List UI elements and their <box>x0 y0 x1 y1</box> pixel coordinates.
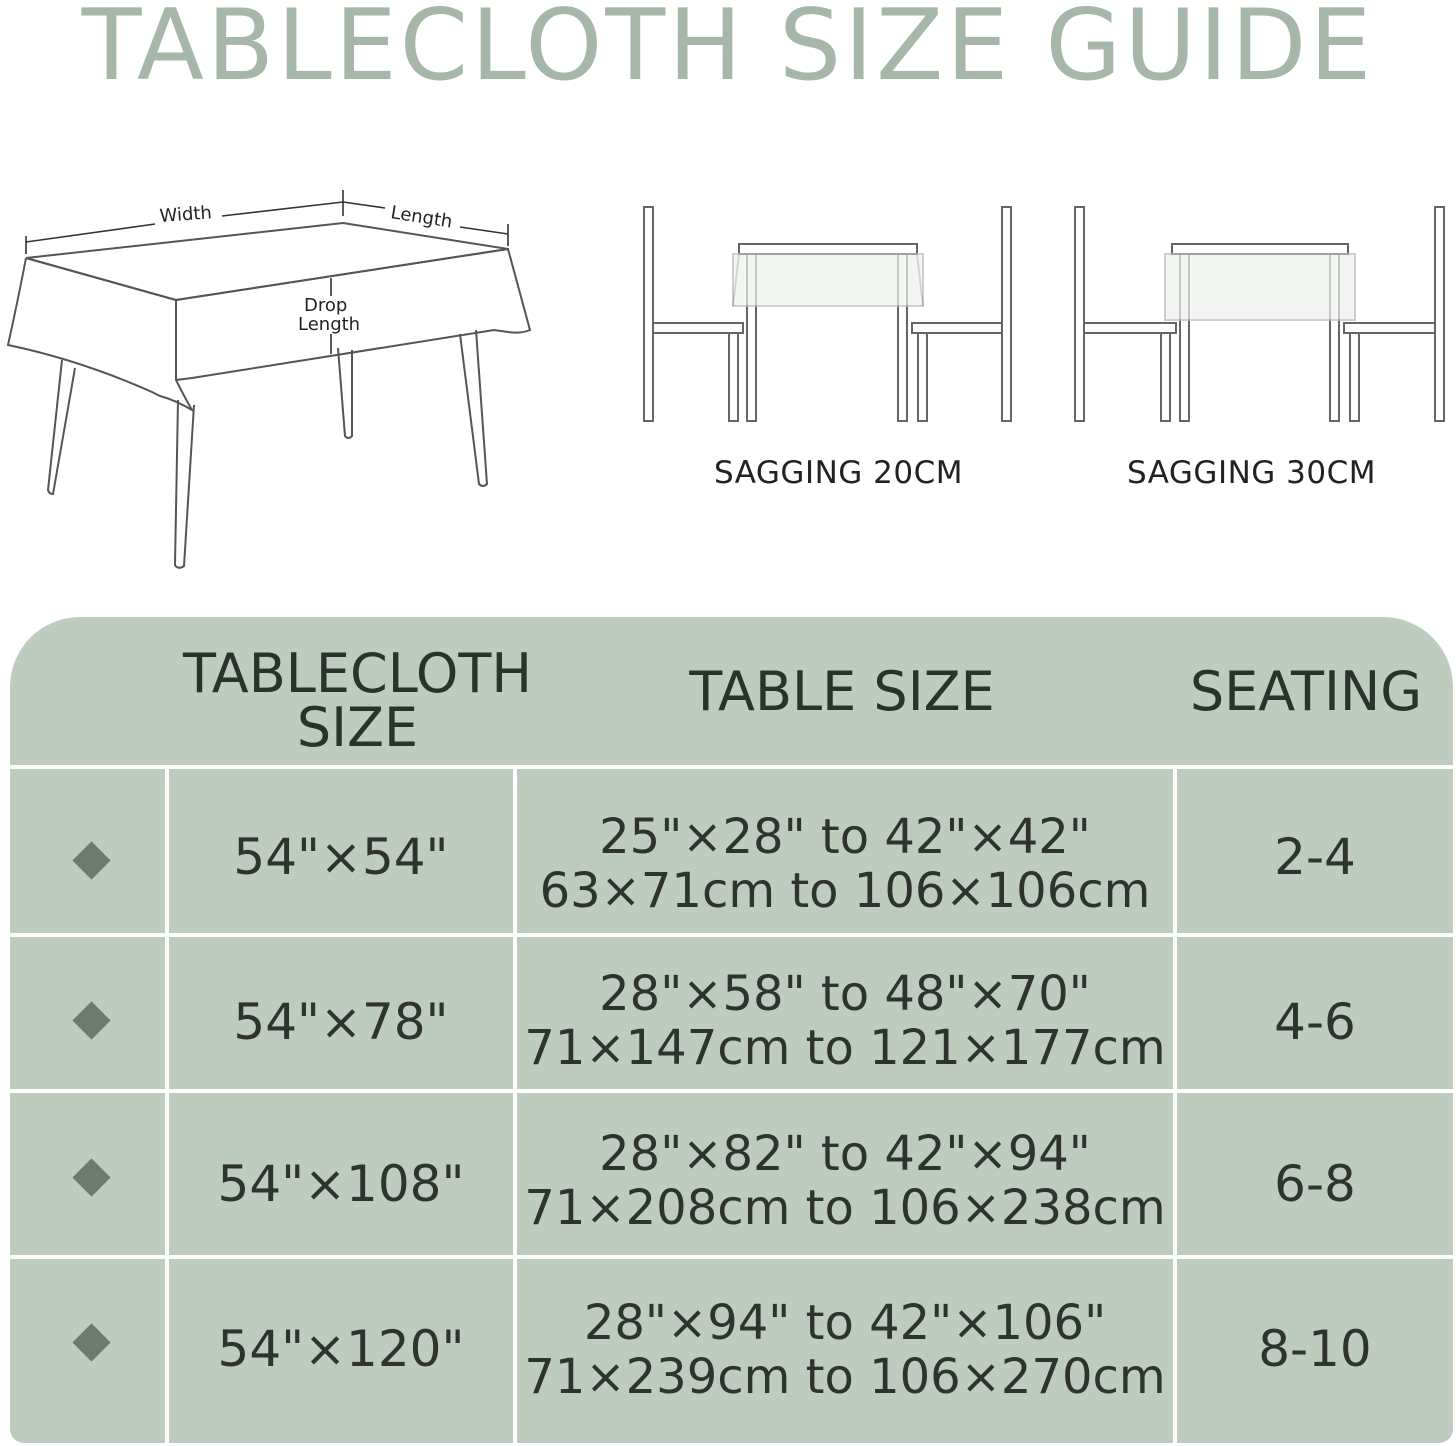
header-size-line1: TABLECLOTH <box>183 642 532 705</box>
row-3-table-size <box>517 1127 1173 1235</box>
row-1-tablecloth-size: 54"×54" <box>233 828 449 886</box>
row-1-cm-range: 63×71cm to 106×106cm <box>539 863 1151 919</box>
drop-label-line2: Length <box>298 314 361 335</box>
width-label: Width <box>158 202 213 227</box>
row-4-tablecloth-size: 54"×120" <box>217 1320 465 1378</box>
row-4-inch-range: 28"×94" to 42"×106" <box>583 1295 1107 1351</box>
row-2-tablecloth-size: 54"×78" <box>233 993 449 1051</box>
size-table <box>10 617 1453 1443</box>
row-2-cm-range: 71×147cm to 121×177cm <box>524 1020 1166 1076</box>
header-tablecloth-size <box>170 642 545 759</box>
tablecloth-dimension-diagram <box>0 170 560 590</box>
header-seating: SEATING <box>1189 660 1423 723</box>
row-divider <box>10 933 1453 937</box>
row-3-inch-range: 28"×82" to 42"×94" <box>599 1126 1091 1182</box>
page-title: TABLECLOTH SIZE GUIDE <box>81 0 1375 103</box>
row-2-seating: 4-6 <box>1274 993 1356 1051</box>
sagging-20cm-label: SAGGING 20CM <box>714 455 964 491</box>
chair-back-left <box>644 207 653 421</box>
row-3-seating: 6-8 <box>1274 1155 1356 1213</box>
header-divider <box>10 765 1453 769</box>
row-bullet-icon <box>72 1158 110 1196</box>
row-divider <box>10 1089 1453 1093</box>
row-2-table-size <box>517 967 1173 1075</box>
row-1-seating: 2-4 <box>1274 828 1356 886</box>
row-3-tablecloth-size: 54"×108" <box>217 1155 465 1213</box>
row-4-table-size <box>517 1296 1173 1404</box>
row-4-seating: 8-10 <box>1258 1320 1372 1378</box>
length-label: Length <box>389 202 454 233</box>
row-1-table-size <box>517 810 1173 918</box>
drop-label-line1: Drop <box>304 295 348 316</box>
row-1-inch-range: 25"×28" to 42"×42" <box>599 809 1091 865</box>
row-bullet-icon <box>72 1001 110 1039</box>
row-bullet-icon <box>72 841 110 879</box>
sagging-30cm-label: SAGGING 30CM <box>1127 455 1377 491</box>
row-3-cm-range: 71×208cm to 106×238cm <box>524 1180 1166 1236</box>
row-4-cm-range: 71×239cm to 106×270cm <box>524 1349 1166 1405</box>
header-size-line2: SIZE <box>296 696 419 759</box>
header-table-size: TABLE SIZE <box>689 660 995 723</box>
sagging-diagrams <box>636 195 1451 430</box>
row-2-inch-range: 28"×58" to 48"×70" <box>599 966 1091 1022</box>
row-divider <box>10 1255 1453 1259</box>
row-bullet-icon <box>72 1323 110 1361</box>
